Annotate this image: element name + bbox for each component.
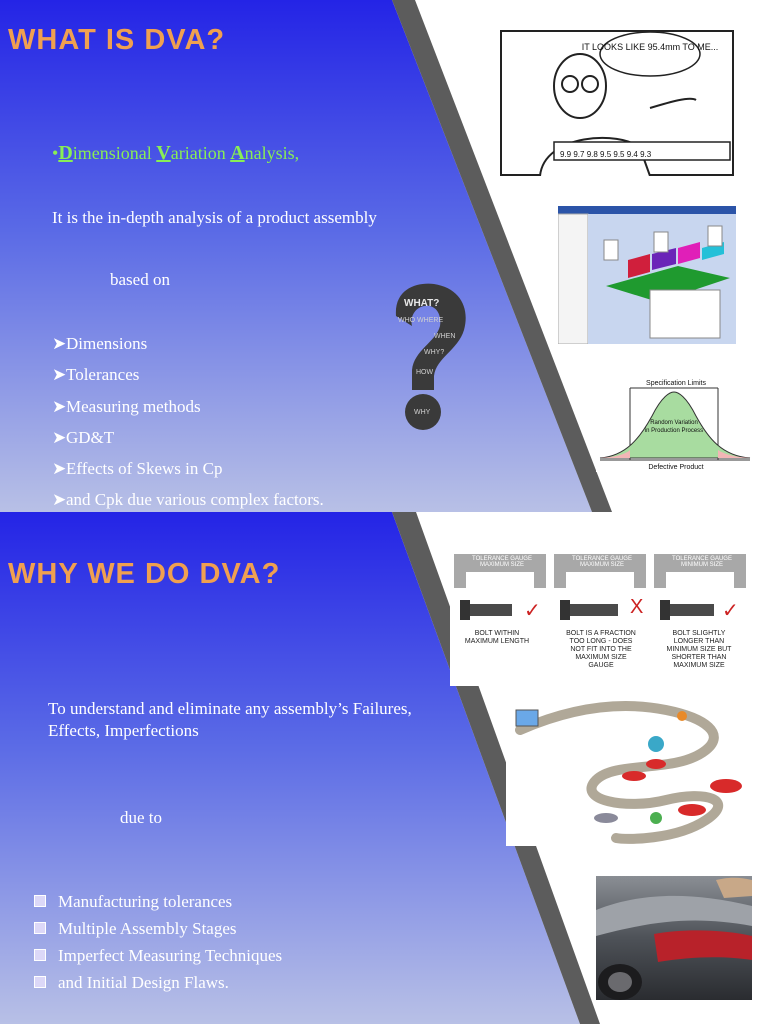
list-item: ➤Measuring methods <box>52 396 201 416</box>
acronym-initial-d: D <box>58 142 73 164</box>
check-mark-icon: ✓ <box>722 598 739 622</box>
arrow-bullet-icon: ➤ <box>52 459 67 479</box>
acronym-rest-d: imensional <box>72 143 157 163</box>
list-item: ➤Effects of Skews in Cp <box>52 459 223 479</box>
gauge-3-header: TOLERANCE GAUGE MINIMUM SIZE <box>672 556 732 568</box>
list-item: Multiple Assembly Stages <box>34 918 282 945</box>
list-item: ➤Dimensions <box>52 334 148 353</box>
arrow-bullet-icon: ➤ <box>52 490 67 510</box>
svg-text:WHO WHERE: WHO WHERE <box>398 317 444 324</box>
cross-mark-icon: X <box>630 596 644 618</box>
cartoon-measurement-image <box>500 30 734 176</box>
acronym-initial-a: A <box>230 142 245 164</box>
svg-text:WHEN: WHEN <box>434 333 456 340</box>
checkbox-bullet-icon <box>34 976 46 988</box>
arrow-bullet-icon: ➤ <box>52 396 67 416</box>
checkbox-bullet-icon <box>34 922 46 934</box>
dva-factors-list <box>52 333 324 512</box>
check-mark-icon: ✓ <box>524 598 541 622</box>
acronym-initial-v: V <box>156 142 171 164</box>
gauge-3-caption: BOLT SLIGHTLY LONGER THAN MINIMUM SIZE BUT SHORTER THAN MAXIMUM SIZE <box>666 630 732 669</box>
list-item: Imperfect Measuring Techniques <box>34 945 282 972</box>
svg-text:in Production Process: in Production Process <box>644 428 704 434</box>
description-text: To understand and eliminate any assembly’s Failures, Effects, Imperfections <box>48 699 412 740</box>
list-item: ➤GD&T <box>52 427 115 447</box>
due-to-text: due to <box>120 808 163 827</box>
list-item: ➤Tolerances <box>52 365 140 385</box>
svg-text:WHAT?: WHAT? <box>404 298 440 309</box>
description-text: It is the in-depth analysis of a product assembly <box>52 208 377 227</box>
cad-software-image <box>558 206 736 344</box>
car-rear-gap-image <box>596 876 752 1000</box>
list-item: Manufacturing tolerances <box>34 891 282 918</box>
gauge-1-caption: BOLT WITHIN MAXIMUM LENGTH <box>464 630 530 645</box>
random-variation-label: Random Variation <box>650 420 698 426</box>
gauge-1-header: TOLERANCE GAUGE MAXIMUM SIZE <box>472 556 532 568</box>
spec-limits-distribution-image <box>596 376 754 472</box>
svg-text:WHY: WHY <box>414 409 431 416</box>
tolerance-gauges-image <box>450 554 756 686</box>
question-mark-wordcloud-image <box>378 278 470 434</box>
svg-text:WHY?: WHY? <box>424 349 445 356</box>
svg-text:HOW: HOW <box>416 369 434 376</box>
acronym-line <box>52 143 299 163</box>
bullet-dot: • <box>52 143 59 163</box>
slide-title: WHY WE DO DVA? <box>8 558 281 590</box>
slide-why-we-do-dva <box>0 512 768 1024</box>
defective-product-label: Defective Product <box>648 464 704 471</box>
slide-title: WHAT IS DVA? <box>8 24 226 56</box>
gauge-2-header: TOLERANCE GAUGE MAXIMUM SIZE <box>572 556 632 568</box>
acronym-rest-v: ariation <box>170 143 231 163</box>
causes-list <box>34 891 282 999</box>
list-item: ➤and Cpk due various complex factors. <box>52 490 324 510</box>
checkbox-bullet-icon <box>34 949 46 961</box>
arrow-bullet-icon: ➤ <box>52 365 67 385</box>
based-on-text: based on <box>110 270 170 289</box>
arrow-bullet-icon: ➤ <box>52 427 67 447</box>
checkbox-bullet-icon <box>34 895 46 907</box>
assembly-process-flow-image <box>506 690 760 846</box>
arrow-bullet-icon: ➤ <box>52 334 67 353</box>
ruler-ticks-text: 9.9 9.7 9.8 9.5 9.5 9.4 9.3 <box>560 150 652 159</box>
acronym-rest-a: nalysis, <box>244 143 300 163</box>
gauge-2-caption: BOLT IS A FRACTION TOO LONG - DOES NOT FIT INTO THE MAXIMUM SIZE GAUGE <box>566 630 636 669</box>
spec-limits-label: Specification Limits <box>646 380 706 387</box>
cartoon-speech-text: IT LOOKS LIKE 95.4mm TO ME... <box>581 42 719 52</box>
list-item: and Initial Design Flaws. <box>34 972 282 999</box>
